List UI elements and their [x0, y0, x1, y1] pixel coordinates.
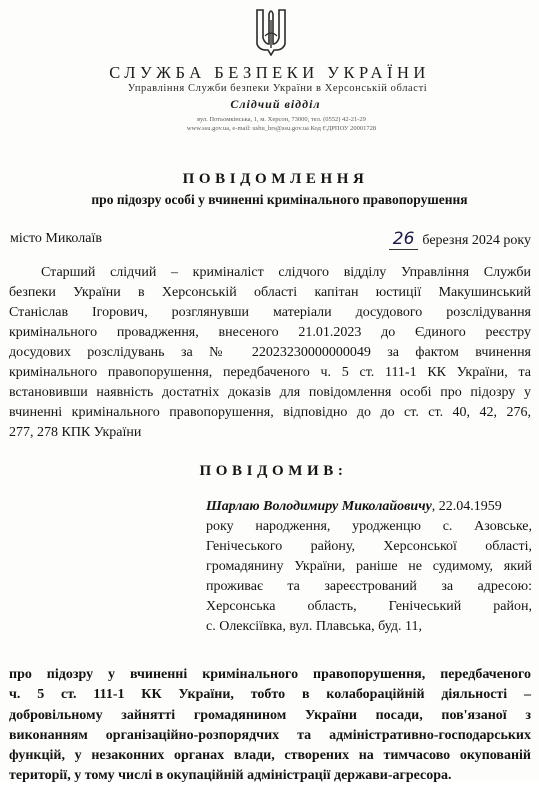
- paragraph-line: досудових розслідувань за № 22023230000000049 за фактом вчинення: [9, 345, 531, 360]
- paragraph-line: Старший слідчий – криміналіст слідчого відділу Управління Служби: [41, 265, 531, 280]
- suspicion-line: функцій, у незаконних органах влади, створених на тимчасово окупованій: [9, 748, 531, 764]
- suspect-line: проживає та зареєстрований за адресою:: [206, 579, 532, 594]
- suspicion-line: ч. 5 ст. 111-1 КК України, тобто в колабораційній діяльності –: [9, 687, 531, 703]
- document-date: [389, 229, 531, 250]
- paragraph-line: 277, 278 КПК України: [9, 425, 142, 440]
- letterhead-department: Управління Служби безпеки України в Херсонській області: [127, 83, 428, 94]
- notified-heading: ПОВІДОМИВ:: [199, 463, 348, 479]
- suspect-line: Генічеського району, Херсонської області,: [206, 539, 532, 554]
- intro-paragraph: [9, 263, 531, 443]
- paragraph-line: безпеки України в Херсонській області капітан юстиції Макушинський: [9, 285, 531, 300]
- paragraph-line: кримінального правопорушення, передбаченого ч. 5 ст. 111-1 КК України, та: [9, 365, 531, 380]
- paragraph-line: вчиненні кримінального правопорушення, відповідно до до ст. ст. 40, 42, 276,: [9, 405, 531, 420]
- city: місто Миколаїв: [10, 231, 102, 246]
- paragraph-line: кримінального провадження, внесеного 21.01.2023 до Єдиного реєстру: [9, 325, 531, 340]
- trident-emblem-icon: [254, 6, 288, 56]
- letterhead-web: www.ssu.gov.ua, e-mail: usbu_hrs@ssu.gov.ua Код ЄДРПОУ 20001728: [186, 125, 377, 132]
- paragraph-line: Станіслав Ігорович, розглянувши матеріали досудового розслідування: [9, 305, 531, 320]
- suspect-line: Херсонська область, Генічеський район,: [206, 599, 532, 614]
- date-rest: березня 2024 року: [422, 233, 531, 248]
- suspect-block: [206, 497, 532, 637]
- suspect-name-line: [206, 497, 532, 517]
- suspect-line: громадянину України, раніше не судимому, який: [206, 559, 532, 574]
- letterhead-title: СЛУЖБА БЕЗПЕКИ УКРАЇНИ: [109, 63, 430, 82]
- document-title: ПОВІДОМЛЕННЯ: [182, 171, 369, 187]
- paragraph-line: встановивши наявність достатніх доказів для повідомлення особі про підозру у: [9, 385, 531, 400]
- suspect-line: року народження, уродженцю с. Азовське,: [206, 519, 532, 534]
- suspect-line: с. Олексіївка, вул. Плавська, буд. 11,: [206, 619, 422, 634]
- suspicion-line: виконанням організаційно-розпорядчих та адміністративно-господарських: [9, 727, 531, 743]
- date-day-handwritten: 26: [389, 229, 419, 250]
- suspicion-line: про підозру у вчиненні кримінального правопорушення, передбаченого: [9, 667, 531, 682]
- suspicion-line: території, у тому числі в окупаційній адміністрації держави-агресора.: [9, 768, 452, 784]
- suspect-name: Шарлаю Володимиру Миколайовичу: [206, 499, 432, 514]
- suspicion-line: добровільному зайнятті громадянином України посади, пов'язаної з: [9, 707, 531, 723]
- suspect-birthdate: , 22.04.1959: [431, 499, 502, 514]
- document-subtitle: про підозру особі у вчиненні кримінального правопорушення: [91, 192, 468, 207]
- letterhead-division: Слідчий відділ: [230, 97, 321, 111]
- letterhead-address: вул. Потьомкінська, 1, м. Херсон, 73000, тел. (0552) 42-21-29: [197, 116, 366, 123]
- suspicion-paragraph: [9, 665, 531, 787]
